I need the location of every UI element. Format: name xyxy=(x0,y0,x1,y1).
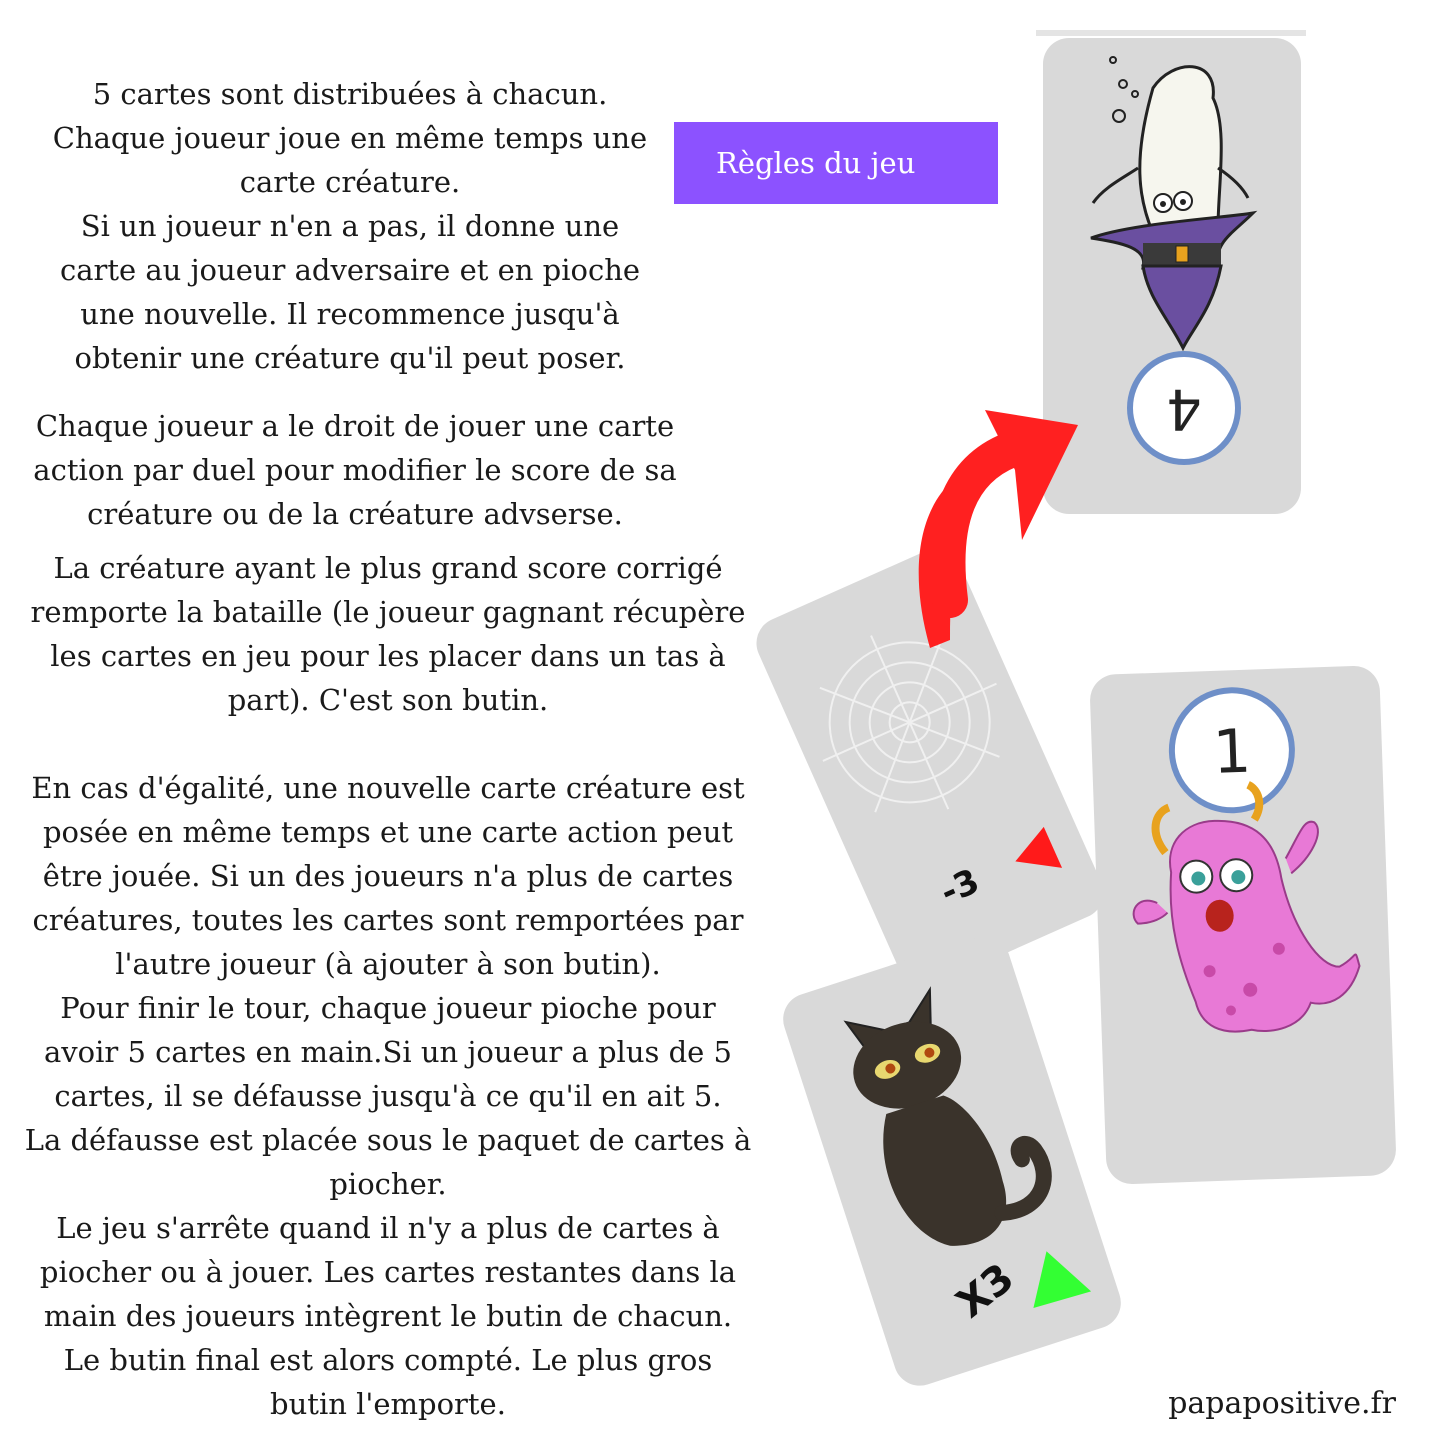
cat-modifier: X3 xyxy=(948,1254,1023,1328)
monster-score: 1 xyxy=(1211,716,1253,788)
web-modifier: -3 xyxy=(934,861,986,914)
rules-banner-label: Règles du jeu xyxy=(716,146,916,180)
rules-paragraph-end: En cas d'égalité, une nouvelle carte créature est posée en même temps et une carte action peut être jouée. Si un des joueurs n'a plus de cartes créatures, toutes les cartes sont remportées par l'autre joueur (à ajouter à son butin). Pour finir le tour, chaque joueur pioche pour avoir 5 cartes en main.Si un joueur a plus de 5 cartes, il se défausse jusqu'à ce qu'il en ait 5. La défausse est placée sous le paquet de cartes à piocher. Le jeu s'arrête quand il n'y a plus de cartes à piocher ou à jouer. Les cartes restantes dans la main des joueurs intègrent le butin de chacun. Le butin final est alors compté. Le plus gros butin l'emporte. xyxy=(24,771,752,1421)
ghost-score: 4 xyxy=(1166,376,1202,441)
rules-paragraph-setup: 5 cartes sont distribuées à chacun. Chaque joueur joue en même temps une carte créature. Si un joueur n'en a pas, il donne une carte au joueur adversaire et en pioche une nouvelle. Il recommence jusqu'à obtenir une créature qu'il peut poser. xyxy=(52,77,648,375)
rules-paragraph-battle: La créature ayant le plus grand score corrigé remporte la bataille (le joueur gagnant récupère les cartes en jeu pour les placer dans un tas à part). C'est son butin. xyxy=(30,551,746,717)
site-footer: papapositive.fr xyxy=(1168,1386,1396,1421)
rules-paragraph-action: Chaque joueur a le droit de jouer une carte action par duel pour modifier le score de sa créature ou de la créature advserse. xyxy=(33,409,677,531)
